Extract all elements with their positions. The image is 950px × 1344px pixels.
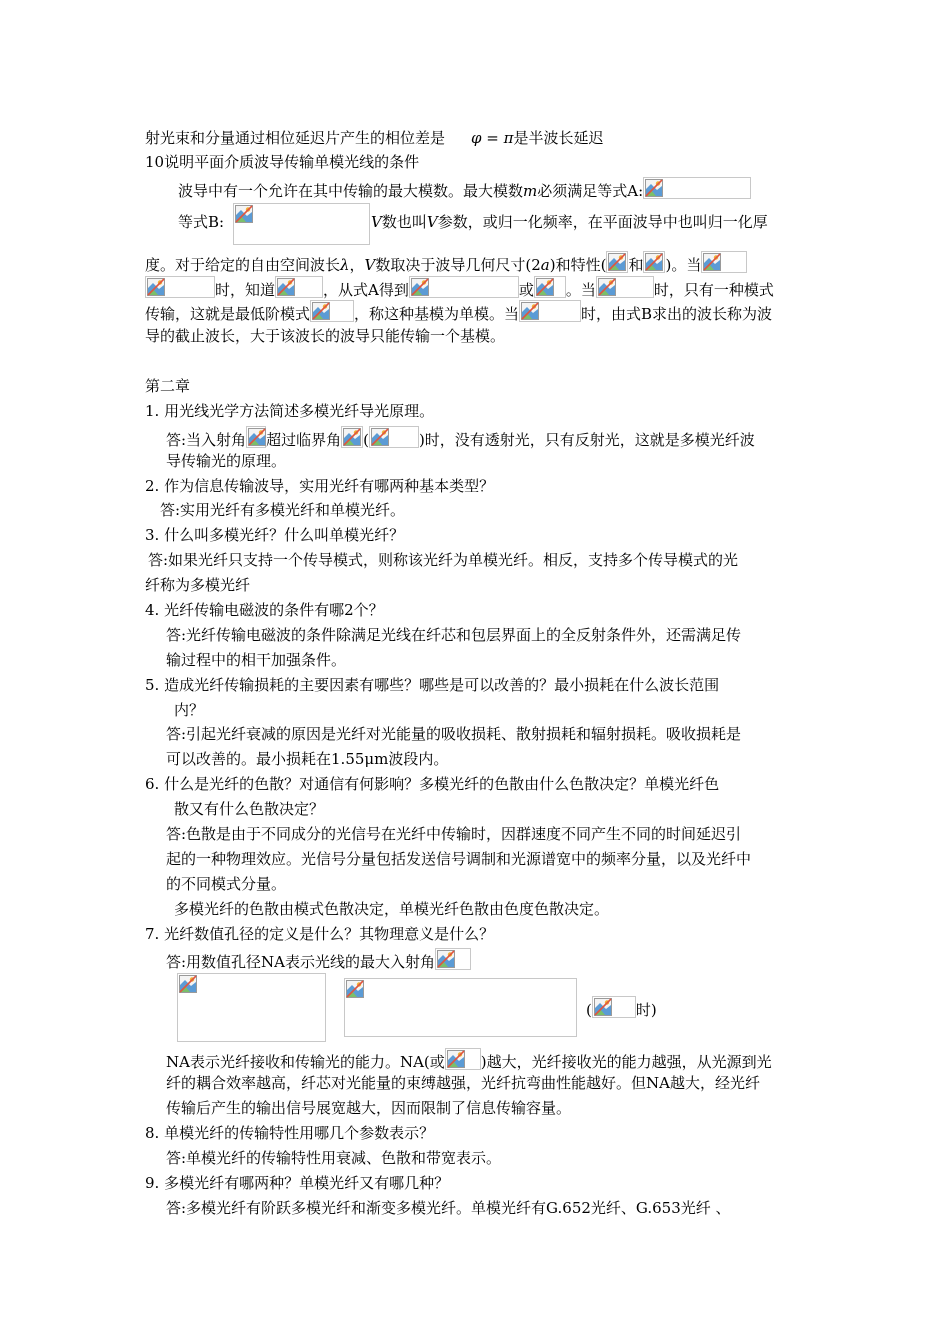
formula-image [606,251,628,273]
variable: a [540,256,550,274]
formula-image [275,276,323,298]
text: )。当 [665,256,702,274]
broken-image-icon [447,1050,465,1068]
text: 。当 [565,281,596,299]
formula-image [369,426,419,448]
formula-image [643,177,751,199]
answer: 答:实用光纤有多模光纤和单模光纤。 [160,501,406,519]
text-line [145,300,772,324]
text: ( [586,1001,592,1019]
formula-image [534,276,566,298]
text: 超过临界角 [266,431,342,449]
text: 度。对于给定的自由空间波长 [145,256,341,274]
text: ， [349,256,365,274]
question: 散又有什么色散决定？ [174,800,325,818]
answer: 答:多模光纤有阶跃多模光纤和渐变多模光纤。单模光纤有G.652光纤、G.653光纤 、 [166,1199,731,1217]
chapter-heading: 第二章 [145,377,191,395]
broken-image-icon [536,278,554,296]
broken-image-icon [371,428,389,446]
broken-image-icon [703,253,721,271]
broken-image-icon [248,428,266,446]
formula-image [445,1048,481,1070]
text-line [371,212,768,232]
text: )时，没有透射光，只有反射光，这就是多模光纤波 [418,431,755,449]
variable: λ [340,256,350,274]
answer [166,948,471,972]
formula-image [701,251,747,273]
answer: 导传输光的原理。 [166,452,287,470]
formula-image [145,276,215,298]
formula-image [596,276,654,298]
answer: 答:引起光纤衰减的原因是光纤对光能量的吸收损耗、散射损耗和辐射损耗。吸收损耗是 [166,725,742,743]
formula-image [592,996,636,1018]
broken-image-icon [437,950,455,968]
broken-image-icon [235,205,253,223]
variable: V [364,256,376,274]
answer: 可以改善的。最小损耗在1.55μm波段内。 [166,750,449,768]
answer: 传输后产生的输出信号展宽越大，因而限制了信息传输容量。 [166,1099,572,1117]
answer: 纤称为多模光纤 [145,576,251,594]
text: 和 [628,256,644,274]
text: ，称这种基模为单模。当 [354,305,520,323]
text-line [178,212,224,232]
answer: 输过程中的相干加强条件。 [166,651,347,669]
broken-image-icon [645,179,663,197]
broken-image-icon [645,253,663,271]
formula-image [310,300,354,322]
text: 或 [518,281,534,299]
text: NA表示光纤接收和传输光的能力。NA(或 [166,1053,445,1071]
broken-image-icon [277,278,295,296]
question: 6. 什么是光纤的色散？对通信有何影响？多模光纤的色散由什么色散决定？单模光纤色 [145,775,720,793]
text: 答:用数值孔径NA表示光线的最大入射角 [166,953,436,971]
text: 波导中有一个允许在其中传输的最大模数。最大模数 [178,182,524,200]
text: )和特性( [549,256,607,274]
formula-image [519,300,581,322]
answer: 多模光纤的色散由模式色散决定，单模光纤色散由色度色散决定。 [174,900,610,918]
text: 射光束和分量通过相位延迟片产生的相位差是 [145,129,446,147]
text-line [178,177,751,201]
formula-image [435,948,471,970]
text: ( [363,431,369,449]
text: 时) [635,1001,657,1019]
formula-image [177,973,326,1042]
text-line [145,251,747,275]
broken-image-icon [594,998,612,1016]
text: 等式B: [178,213,225,231]
broken-image-icon [343,428,361,446]
text: )越大，光纤接收光的能力越强，从光源到光 [480,1053,772,1071]
text-line [145,128,604,148]
text: 时，只有一种模式 [653,281,774,299]
broken-image-icon [598,278,616,296]
question: 5. 造成光纤传输损耗的主要因素有哪些？哪些是可以改善的？最小损耗在什么波长范围 [145,676,720,694]
formula-image [344,978,577,1037]
text: 数取决于波导几何尺寸(2 [375,256,541,274]
text: 时，由式B求出的波长称为波 [581,305,773,323]
broken-image-icon [608,253,626,271]
question: 9. 多模光纤有哪两种？单模光纤又有哪几种？ [145,1174,450,1192]
formula-image [246,426,266,448]
text-line: 导的截止波长，大于该波长的波导只能传输一个基模。 [145,327,506,345]
answer: 答:色散是由于不同成分的光信号在光纤中传输时，因群速度不同产生不同的时间延迟引 [166,825,742,843]
question: 4. 光纤传输电磁波的条件有哪2个？ [145,601,384,619]
answer [166,1048,772,1072]
text: 参数，或归一化频率，在平面波导中也叫归一化厚 [437,213,768,231]
text: 是半波长延迟 [513,129,604,147]
answer [166,426,755,450]
text: 答:当入射角 [166,431,247,449]
text: ，从式A得到 [323,281,409,299]
question: 8. 单模光纤的传输特性用哪几个参数表示？ [145,1124,435,1142]
question: 3. 什么叫多模光纤？什么叫单模光纤？ [145,526,405,544]
text-line [586,996,657,1020]
text: 必须满足等式A: [537,182,644,200]
broken-image-icon [411,278,429,296]
broken-image-icon [179,975,197,993]
question: 内？ [174,701,205,719]
broken-image-icon [521,302,539,320]
answer: 答:如果光纤只支持一个传导模式，则称该光纤为单模光纤。相反，支持多个传导模式的光 [148,551,739,569]
formula: φ = π [471,129,514,147]
formula-image [233,203,370,245]
broken-image-icon [346,980,364,998]
text: 传输，这就是最低阶模式 [145,305,311,323]
answer: 答:单模光纤的传输特性用衰减、色散和带宽表示。 [166,1149,502,1167]
formula-image [341,426,363,448]
heading: 10说明平面介质波导传输单模光线的条件 [145,153,420,171]
variable: V [426,213,438,231]
broken-image-icon [147,278,165,296]
text: 数也叫 [381,213,427,231]
broken-image-icon [312,302,330,320]
formula-image [643,251,665,273]
text: 时，知道 [215,281,276,299]
text-line [145,276,774,300]
answer: 的不同模式分量。 [166,875,287,893]
variable: m [523,182,538,200]
answer: 起的一种物理效应。光信号分量包括发送信号调制和光源谱宽中的频率分量，以及光纤中 [166,850,752,868]
question: 1. 用光线光学方法简述多模光纤导光原理。 [145,402,435,420]
answer: 答:光纤传输电磁波的条件除满足光线在纤芯和包层界面上的全反射条件外，还需满足传 [166,626,742,644]
formula-image [409,276,519,298]
question: 2. 作为信息传输波导，实用光纤有哪两种基本类型？ [145,477,495,495]
variable: V [371,213,382,231]
answer: 纤的耦合效率越高，纤芯对光能量的束缚越强，光纤抗弯曲性能越好。但NA越大，经光纤 [166,1074,760,1092]
question: 7. 光纤数值孔径的定义是什么？其物理意义是什么？ [145,925,495,943]
